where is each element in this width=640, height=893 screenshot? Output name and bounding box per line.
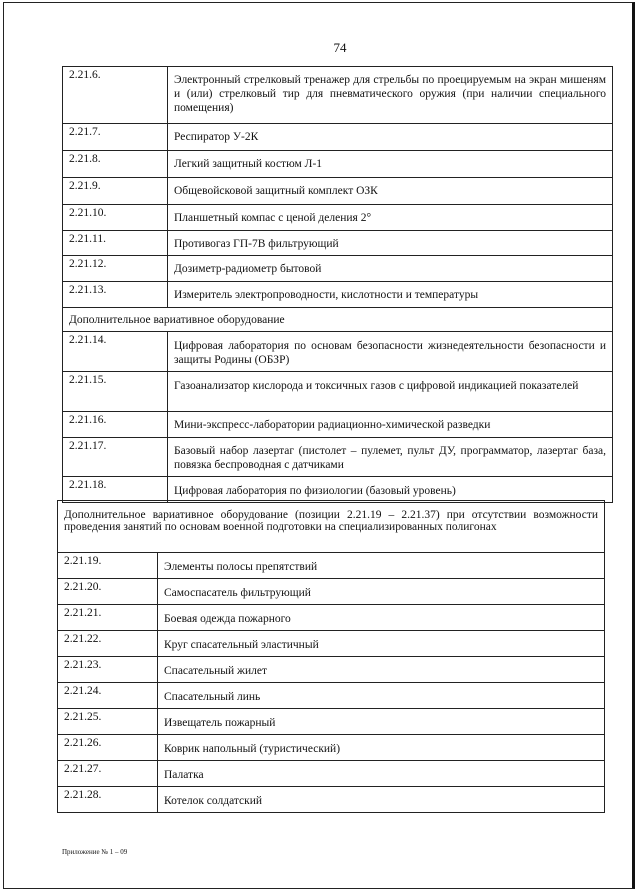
- table-row: [62, 332, 613, 372]
- section-heading: Дополнительное вариативное оборудование (позиции 2.21.19 – 2.21.37) при отсутствии возможности проведения занятий по основам военной подготовки на специализированных полигонах: [57, 500, 605, 553]
- row-text: Самоспасатель фильтрующий: [164, 587, 311, 599]
- table-row: [57, 787, 605, 813]
- row-text: Дозиметр-радиометр бытовой: [174, 263, 322, 275]
- row-number: 2.21.12.: [63, 256, 168, 281]
- row-number: 2.21.7.: [63, 124, 168, 150]
- row-number: 2.21.27.: [58, 761, 158, 786]
- table-row: [57, 553, 605, 579]
- row-number: 2.21.11.: [63, 231, 168, 255]
- table-row: [57, 631, 605, 657]
- section-heading: Дополнительное вариативное оборудование: [62, 308, 613, 332]
- equipment-table-2: [57, 500, 605, 813]
- row-text: Измеритель электропроводности, кислотности и температуры: [174, 289, 479, 301]
- row-number: 2.21.16.: [63, 412, 168, 437]
- row-number: 2.21.21.: [58, 605, 158, 630]
- row-number: 2.21.22.: [58, 631, 158, 656]
- table-row: [57, 657, 605, 683]
- row-number: 2.21.26.: [58, 735, 158, 760]
- row-text: Спасательный жилет: [164, 665, 267, 677]
- row-number: 2.21.10.: [63, 205, 168, 230]
- row-text: Палатка: [164, 769, 204, 781]
- table-row: [57, 761, 605, 787]
- table-row: [62, 438, 613, 477]
- table-row: [57, 605, 605, 631]
- row-number: 2.21.19.: [58, 553, 158, 578]
- row-text: Цифровая лаборатория по физиологии (базовый уровень): [174, 485, 456, 497]
- row-text: Газоанализатор кислорода и токсичных газов с цифровой индикацией показателей: [174, 380, 579, 392]
- row-number: 2.21.18.: [63, 477, 168, 502]
- row-text: Элементы полосы препятствий: [164, 561, 318, 573]
- row-text: Котелок солдатский: [164, 795, 263, 807]
- table-row: [62, 178, 613, 205]
- row-number: 2.21.28.: [58, 787, 158, 812]
- row-text: Противогаз ГП-7В фильтрующий: [174, 238, 339, 250]
- footer-note: Приложение № 1 – 09: [62, 848, 128, 856]
- row-number: 2.21.14.: [63, 332, 168, 371]
- row-text: Коврик напольный (туристический): [164, 743, 341, 755]
- table-row: [62, 256, 613, 282]
- table-row: [62, 372, 613, 412]
- table-row: [57, 735, 605, 761]
- row-text: Базовый набор лазертаг (пистолет – пулемет, пульт ДУ, программатор, лазертаг база, повязка беспроводная с датчиками: [174, 445, 606, 471]
- row-text: Легкий защитный костюм Л-1: [174, 158, 323, 170]
- table-row: [62, 231, 613, 256]
- row-number: 2.21.8.: [63, 151, 168, 177]
- table-row: [57, 709, 605, 735]
- row-text: Планшетный компас с ценой деления 2°: [174, 212, 372, 224]
- row-number: 2.21.25.: [58, 709, 158, 734]
- row-text: Общевойсковой защитный комплект ОЗК: [174, 185, 378, 197]
- row-text: Мини-экспресс-лаборатории радиационно-химической разведки: [174, 419, 491, 431]
- row-text: Электронный стрелковый тренажер для стрельбы по проецируемым на экран мишеням и (или) стрелковый тир для пневматического оружия (при наличии специального помещения): [174, 74, 606, 114]
- row-number: 2.21.23.: [58, 657, 158, 682]
- row-text: Цифровая лаборатория по основам безопасности жизнедеятельности безопасности и защиты Родины (ОБЗР): [174, 340, 606, 366]
- table-row: [57, 683, 605, 709]
- table-row: [62, 66, 613, 124]
- row-number: 2.21.15.: [63, 372, 168, 411]
- row-number: 2.21.20.: [58, 579, 158, 604]
- page-number: 74: [333, 40, 347, 55]
- table-row: [62, 205, 613, 231]
- table-row: [62, 412, 613, 438]
- row-text: Извещатель пожарный: [164, 717, 276, 729]
- row-text: Респиратор У-2К: [174, 131, 259, 143]
- row-number: 2.21.6.: [63, 67, 168, 123]
- row-number: 2.21.9.: [63, 178, 168, 204]
- table-row: [62, 124, 613, 151]
- table-row: [62, 282, 613, 308]
- table-row: [57, 579, 605, 605]
- row-number: 2.21.24.: [58, 683, 158, 708]
- row-text: Круг спасательный эластичный: [164, 639, 319, 651]
- equipment-table: [62, 66, 613, 503]
- row-number: 2.21.13.: [63, 282, 168, 307]
- row-text: Боевая одежда пожарного: [164, 613, 291, 625]
- table-row: [62, 151, 613, 178]
- row-text: Спасательный линь: [164, 691, 261, 703]
- row-number: 2.21.17.: [63, 438, 168, 476]
